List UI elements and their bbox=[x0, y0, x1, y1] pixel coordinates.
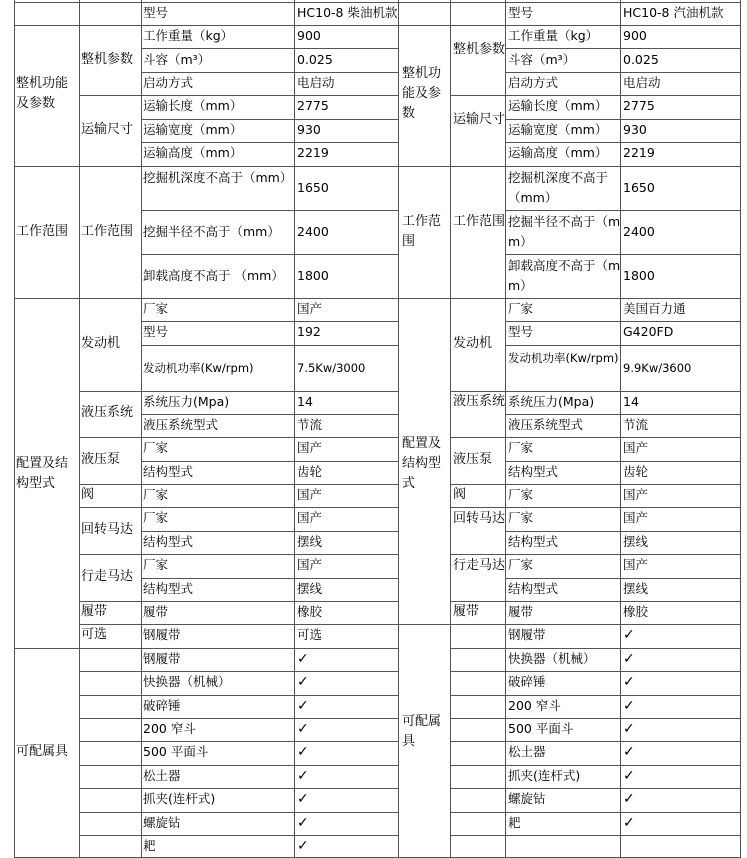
diesel-attachment-label: 抓夹(连杆式) bbox=[143, 791, 216, 806]
gasoline-label: 结构型式 bbox=[508, 464, 559, 479]
diesel-value: 7.5Kw/3000 bbox=[297, 361, 366, 375]
gasoline-attachment-check: ✓ bbox=[623, 674, 635, 690]
gasoline-attachment-check: ✓ bbox=[623, 721, 635, 737]
gasoline-value: 摆线 bbox=[623, 581, 649, 596]
diesel-label: 厂家 bbox=[143, 301, 169, 316]
diesel-value: 国产 bbox=[297, 510, 323, 525]
grid-line bbox=[505, 254, 741, 255]
diesel-label: 运输高度（mm） bbox=[143, 145, 243, 160]
diesel-attachment-check: ✓ bbox=[297, 651, 309, 667]
gasoline-value: 14 bbox=[623, 394, 639, 409]
gasoline-attachment-label: 螺旋钻 bbox=[508, 791, 546, 806]
gasoline-value: 齿轮 bbox=[623, 464, 649, 479]
diesel-sub-travel-motor: 行走马达 bbox=[81, 569, 134, 584]
diesel-sub-engine: 发动机 bbox=[81, 336, 121, 351]
diesel-sub-track: 履带 bbox=[81, 604, 108, 619]
diesel-label: 挖掘机深度不高于（mm） bbox=[143, 170, 293, 185]
gasoline-attachment-label: 松土器 bbox=[508, 744, 546, 759]
gasoline-sub-swing-motor: 回转马达 bbox=[453, 511, 506, 526]
gasoline-label: 运输高度（mm） bbox=[508, 145, 608, 160]
gasoline-attachment-label: 破碎锤 bbox=[508, 674, 546, 689]
diesel-label: 结构型式 bbox=[143, 464, 194, 479]
diesel-attachment-label: 500 平面斗 bbox=[143, 744, 209, 759]
diesel-attachment-label: 耙 bbox=[143, 838, 156, 853]
diesel-attachment-check: ✓ bbox=[297, 744, 309, 760]
diesel-value: 900 bbox=[297, 28, 321, 43]
diesel-group-machine: 整机功能及参数 bbox=[16, 76, 69, 111]
diesel-label: 结构型式 bbox=[143, 581, 194, 596]
diesel-sub-transport: 运输尺寸 bbox=[81, 122, 134, 137]
gasoline-attachment-check: ✓ bbox=[623, 698, 635, 714]
gasoline-sub-hydraulic: 液压系统 bbox=[453, 394, 506, 409]
diesel-label: 工作重量（kg） bbox=[143, 28, 234, 43]
gasoline-value: 9.9Kw/3600 bbox=[623, 361, 692, 375]
grid-line bbox=[141, 345, 399, 346]
gasoline-group-machine: 整机功能及参数 bbox=[402, 66, 442, 121]
gasoline-value: 2400 bbox=[623, 224, 655, 239]
grid-line bbox=[141, 48, 399, 49]
gasoline-value: 国产 bbox=[623, 557, 649, 572]
diesel-value: 国产 bbox=[297, 487, 323, 502]
diesel-label: 钢履带 bbox=[143, 627, 181, 642]
diesel-label: 斗容（m³） bbox=[143, 52, 211, 67]
diesel-sub-hydraulic: 液压系统 bbox=[81, 405, 134, 420]
gasoline-attachment-check: ✓ bbox=[623, 791, 635, 807]
gasoline-value: 930 bbox=[623, 122, 647, 137]
diesel-attachment-label: 松土器 bbox=[143, 768, 181, 783]
gasoline-value: 摆线 bbox=[623, 534, 649, 549]
gasoline-label: 结构型式 bbox=[508, 534, 559, 549]
diesel-attachment-label: 200 窄斗 bbox=[143, 721, 196, 736]
gasoline-group-config: 配置及结构型式 bbox=[402, 436, 442, 491]
diesel-sub-range: 工作范围 bbox=[81, 224, 134, 239]
gasoline-attachment-label: 500 平面斗 bbox=[508, 721, 574, 736]
gasoline-attachment-check: ✓ bbox=[623, 651, 635, 667]
diesel-sub-optional: 可选 bbox=[81, 627, 108, 642]
diesel-value: 930 bbox=[297, 122, 321, 137]
gasoline-label: 卸载高度不高于（mm） bbox=[508, 258, 621, 293]
diesel-value: 1800 bbox=[297, 268, 329, 283]
gasoline-sub-track: 履带 bbox=[453, 604, 480, 619]
gasoline-label: 厂家 bbox=[508, 487, 534, 502]
diesel-value: 国产 bbox=[297, 301, 323, 316]
gasoline-value: 橡胶 bbox=[623, 604, 649, 619]
gasoline-label: 结构型式 bbox=[508, 581, 559, 596]
gasoline-value: 美国百力通 bbox=[623, 301, 686, 316]
diesel-attachment-label: 破碎锤 bbox=[143, 698, 181, 713]
gasoline-attachment-label: 耙 bbox=[508, 815, 521, 830]
gasoline-attachment-check: ✓ bbox=[623, 815, 635, 831]
grid-line bbox=[505, 345, 741, 346]
gasoline-label: 厂家 bbox=[508, 510, 534, 525]
gasoline-label: 运输长度（mm） bbox=[508, 98, 608, 113]
diesel-value: 电启动 bbox=[297, 75, 335, 90]
gasoline-value: 国产 bbox=[623, 440, 649, 455]
diesel-attachment-check: ✓ bbox=[297, 698, 309, 714]
gasoline-label: 履带 bbox=[508, 604, 534, 619]
grid-line bbox=[14, 166, 399, 167]
diesel-attachment-label: 钢履带 bbox=[143, 651, 181, 666]
gasoline-value: 国产 bbox=[623, 487, 649, 502]
gasoline-group-attachments: 可配属具 bbox=[402, 714, 442, 749]
gasoline-sub-travel-motor: 行走马达 bbox=[453, 558, 506, 573]
gasoline-label: 挖掘机深度不高于（mm） bbox=[508, 170, 609, 205]
diesel-value: 0.025 bbox=[297, 52, 333, 67]
gasoline-sub-transport: 运输尺寸 bbox=[453, 112, 506, 127]
gasoline-value: G420FD bbox=[623, 324, 674, 339]
diesel-attachment-check: ✓ bbox=[297, 674, 309, 690]
diesel-label: 型号 bbox=[143, 324, 169, 339]
gasoline-value: 1650 bbox=[623, 180, 655, 195]
gasoline-attachment-check: ✓ bbox=[623, 768, 635, 784]
diesel-value: 国产 bbox=[297, 557, 323, 572]
diesel-label: 系统压力(Mpa) bbox=[143, 394, 230, 409]
gasoline-attachment-label: 200 窄斗 bbox=[508, 698, 561, 713]
gasoline-sub-pump: 液压泵 bbox=[453, 452, 493, 467]
gasoline-attachment-label: 快换器（机械） bbox=[508, 651, 596, 666]
gasoline-label: 运输宽度（mm） bbox=[508, 122, 608, 137]
diesel-value: 节流 bbox=[297, 417, 323, 432]
gasoline-label: 型号 bbox=[508, 324, 534, 339]
gasoline-label: 发动机功率(Kw/rpm) bbox=[508, 351, 619, 365]
diesel-attachment-check: ✓ bbox=[297, 791, 309, 807]
diesel-label: 厂家 bbox=[143, 557, 169, 572]
grid-line bbox=[398, 0, 399, 858]
diesel-value: 2219 bbox=[297, 145, 329, 160]
gasoline-label: 系统压力(Mpa) bbox=[508, 394, 595, 409]
gasoline-value: 1800 bbox=[623, 268, 655, 283]
gasoline-value: 电启动 bbox=[623, 75, 661, 90]
diesel-attachment-check: ✓ bbox=[297, 815, 309, 831]
grid-line bbox=[505, 48, 741, 49]
gasoline-attachment-label: 钢履带 bbox=[508, 627, 546, 642]
diesel-value: 2400 bbox=[297, 224, 329, 239]
diesel-value: 1650 bbox=[297, 180, 329, 195]
diesel-label: 厂家 bbox=[143, 440, 169, 455]
diesel-label: 运输宽度（mm） bbox=[143, 122, 243, 137]
diesel-attachment-check: ✓ bbox=[297, 768, 309, 784]
diesel-value: 国产 bbox=[297, 440, 323, 455]
gasoline-label: 厂家 bbox=[508, 301, 534, 316]
grid-line bbox=[450, 835, 741, 836]
grid-line bbox=[14, 0, 15, 858]
grid-line bbox=[505, 210, 741, 211]
diesel-value: 可选 bbox=[297, 627, 323, 642]
gasoline-label: 启动方式 bbox=[508, 75, 559, 90]
grid-line bbox=[141, 254, 399, 255]
diesel-value: 14 bbox=[297, 394, 313, 409]
gasoline-model-name: HC10-8 汽油机款 bbox=[623, 5, 724, 20]
gasoline-group-range: 工作范围 bbox=[402, 214, 442, 249]
gasoline-sub-valve: 阀 bbox=[453, 487, 467, 502]
gasoline-value: 节流 bbox=[623, 417, 649, 432]
diesel-value: 192 bbox=[297, 324, 321, 339]
diesel-group-attachments: 可配属具 bbox=[16, 744, 69, 759]
diesel-header-label: 型号 bbox=[143, 5, 169, 20]
grid-line bbox=[398, 166, 741, 167]
gasoline-value: 0.025 bbox=[623, 52, 659, 67]
diesel-attachment-label: 快换器（机械） bbox=[143, 674, 231, 689]
diesel-sub-swing-motor: 回转马达 bbox=[81, 522, 134, 537]
gasoline-attachment-check: ✓ bbox=[623, 744, 635, 760]
diesel-sub-valve: 阀 bbox=[81, 487, 95, 502]
gasoline-value: 国产 bbox=[623, 510, 649, 525]
diesel-label: 厂家 bbox=[143, 510, 169, 525]
diesel-attachment-check: ✓ bbox=[297, 838, 309, 854]
gasoline-attachment-check: ✓ bbox=[623, 627, 635, 643]
diesel-value: 2775 bbox=[297, 98, 329, 113]
diesel-model-name: HC10-8 柴油机款 bbox=[297, 5, 397, 20]
diesel-value: 齿轮 bbox=[297, 464, 323, 479]
diesel-label: 运输长度（mm） bbox=[143, 98, 243, 113]
gasoline-value: 2219 bbox=[623, 145, 655, 160]
diesel-attachment-check: ✓ bbox=[297, 721, 309, 737]
gasoline-label: 斗容（m³） bbox=[508, 52, 576, 67]
diesel-label: 发动机功率(Kw/rpm) bbox=[143, 361, 254, 375]
gasoline-label: 液压系统型式 bbox=[508, 417, 584, 432]
gasoline-label: 厂家 bbox=[508, 440, 534, 455]
diesel-label: 启动方式 bbox=[143, 75, 194, 90]
diesel-value: 摆线 bbox=[297, 581, 323, 596]
diesel-sub-pump: 液压泵 bbox=[81, 452, 121, 467]
diesel-sub-machine: 整机参数 bbox=[81, 52, 134, 67]
diesel-value: 摆线 bbox=[297, 534, 323, 549]
diesel-label: 液压系统型式 bbox=[143, 417, 219, 432]
gasoline-sub-range: 工作范围 bbox=[453, 214, 506, 229]
gasoline-sub-machine: 整机参数 bbox=[453, 42, 506, 57]
gasoline-header-label: 型号 bbox=[508, 5, 534, 20]
diesel-label: 厂家 bbox=[143, 487, 169, 502]
grid-line bbox=[141, 210, 399, 211]
diesel-label: 结构型式 bbox=[143, 534, 194, 549]
diesel-label: 挖掘半径不高于（mm） bbox=[143, 224, 280, 239]
gasoline-value: 900 bbox=[623, 28, 647, 43]
gasoline-label: 工作重量（kg） bbox=[508, 28, 599, 43]
diesel-label: 履带 bbox=[143, 604, 169, 619]
diesel-value: 橡胶 bbox=[297, 604, 323, 619]
diesel-group-config: 配置及结构型式 bbox=[16, 456, 69, 491]
gasoline-label: 厂家 bbox=[508, 557, 534, 572]
gasoline-label: 挖掘半径不高于（mm） bbox=[508, 214, 621, 249]
diesel-label: 卸载高度不高于 （mm） bbox=[143, 268, 284, 283]
gasoline-attachment-label: 抓夹(连杆式) bbox=[508, 768, 581, 783]
diesel-attachment-label: 螺旋钻 bbox=[143, 815, 181, 830]
gasoline-sub-engine: 发动机 bbox=[453, 336, 493, 351]
diesel-group-range: 工作范围 bbox=[16, 224, 69, 239]
gasoline-value: 2775 bbox=[623, 98, 655, 113]
